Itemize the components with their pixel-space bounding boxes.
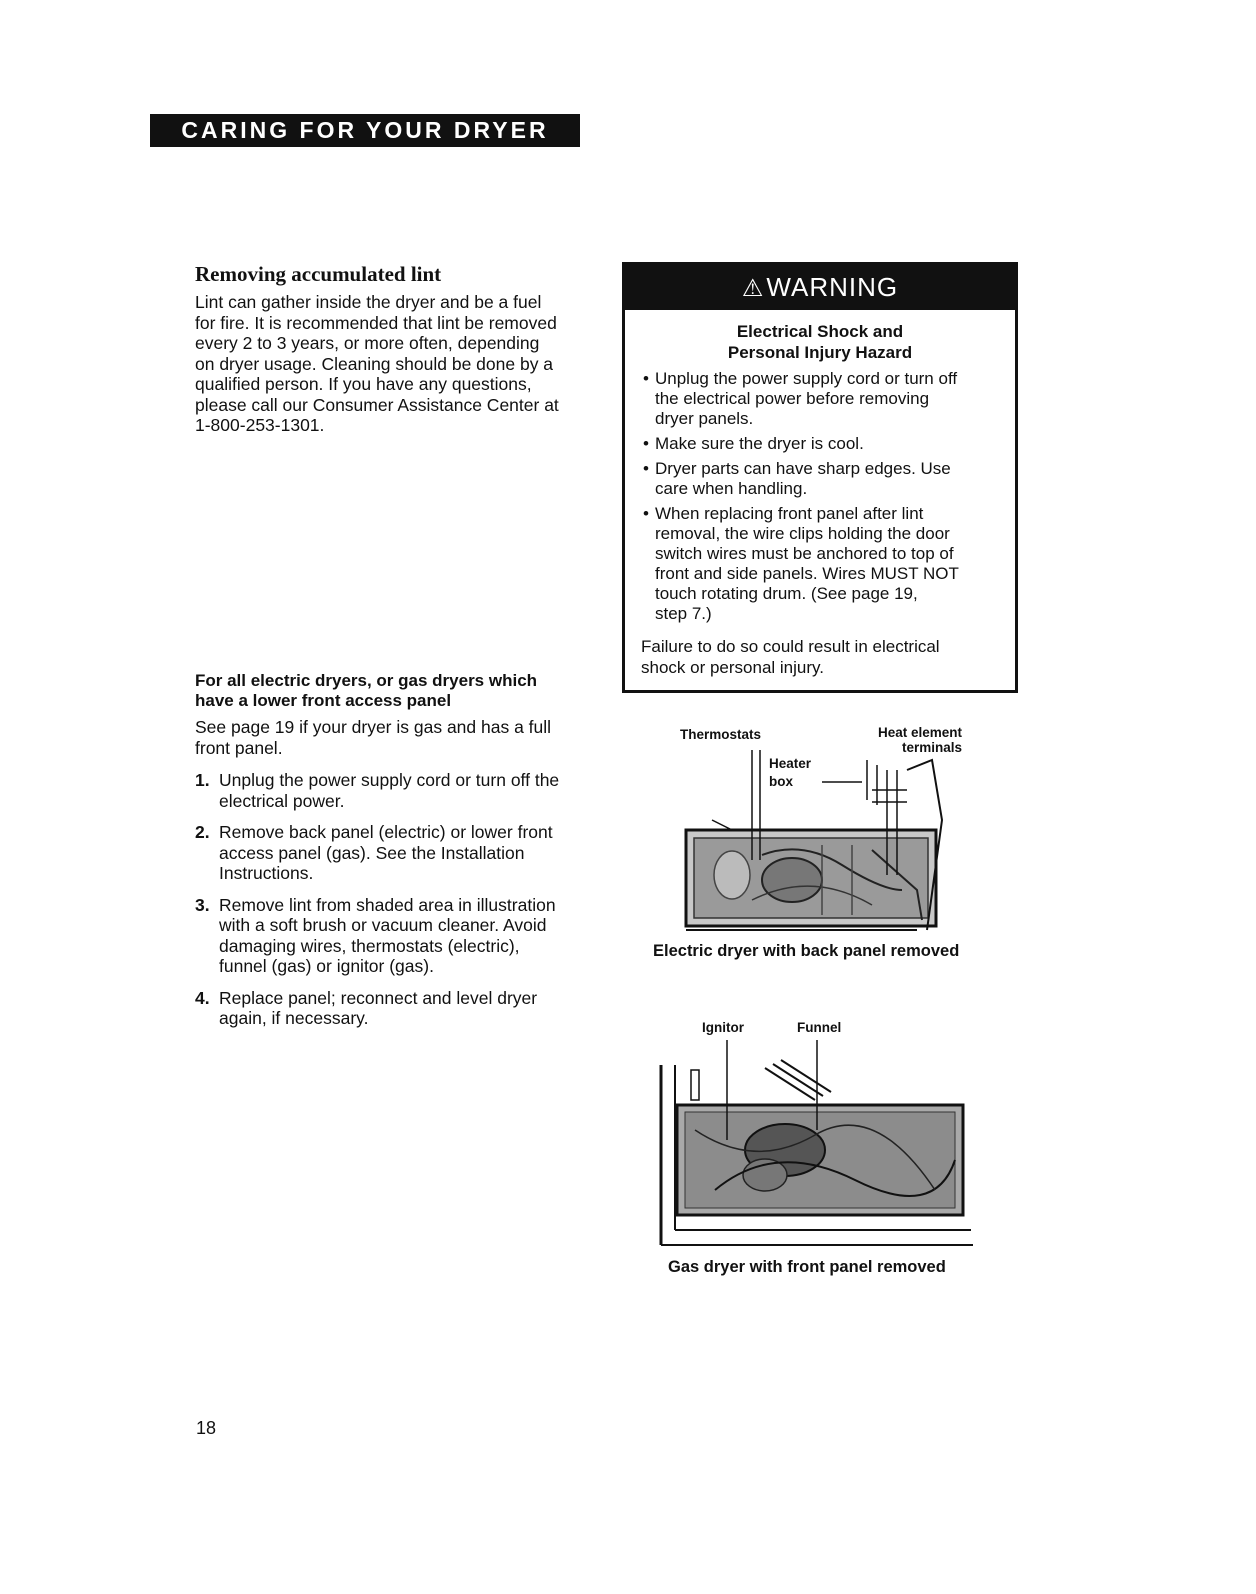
page-number: 18 xyxy=(196,1418,217,1438)
label-heater-box xyxy=(769,755,811,791)
text-line: every 2 to 3 years, or more often, depending xyxy=(195,333,540,353)
text-line: step 7.) xyxy=(655,604,712,623)
warning-consequence xyxy=(641,637,1001,678)
text-line: for fire. It is recommended that lint be removed xyxy=(195,312,557,333)
subsection-title xyxy=(195,671,595,711)
step-number: 1. xyxy=(195,770,210,790)
warning-box xyxy=(622,262,1018,693)
text-line: See page 19 if your dryer is gas and has a full xyxy=(195,717,552,737)
list-item xyxy=(641,504,1001,624)
text-line: the electrical power before removing xyxy=(655,389,930,408)
text-line: Failure to do so could result in electrical xyxy=(641,637,940,656)
text-line: again, if necessary. xyxy=(219,1008,369,1028)
text-line: funnel (gas) or ignitor (gas). xyxy=(219,956,434,976)
warning-list xyxy=(641,369,1001,629)
figure-caption: Gas dryer with front panel removed xyxy=(668,1258,946,1276)
text-line: Heat element xyxy=(877,725,962,740)
label-heat-element xyxy=(862,725,962,755)
text-line: removal, the wire clips holding the door xyxy=(655,524,950,543)
text-line: Remove lint from shaded area in illustration xyxy=(219,894,556,915)
text-line: • Dryer parts can have sharp edges. Use xyxy=(655,459,951,478)
step-number: 2. xyxy=(195,822,210,842)
text-line: shock or personal injury. xyxy=(641,657,824,677)
text-line: • Make sure the dryer is cool. xyxy=(655,434,864,453)
text-line: dryer panels. xyxy=(655,409,754,428)
list-item xyxy=(195,895,595,977)
steps-list xyxy=(195,770,595,1040)
text-line: damaging wires, thermostats (electric), xyxy=(219,935,520,956)
figure-caption: Electric dryer with back panel removed xyxy=(653,942,960,960)
text-line: box xyxy=(769,774,794,789)
text-line: touch rotating drum. (See page 19, xyxy=(655,584,918,603)
list-item xyxy=(641,459,1001,499)
text-line: please call our Consumer Assistance Center at xyxy=(195,394,559,415)
text-line: For all electric dryers, or gas dryers which xyxy=(195,671,538,690)
step-number: 4. xyxy=(195,987,210,1008)
label-funnel: Funnel xyxy=(797,1020,842,1035)
warning-header xyxy=(625,265,1015,310)
section-banner: CARING FOR YOUR DRYER xyxy=(150,114,580,147)
list-item xyxy=(195,988,595,1029)
label-ignitor: Ignitor xyxy=(702,1020,744,1035)
text-line: front and side panels. Wires MUST NOT xyxy=(655,564,959,583)
text-line: • When replacing front panel after lint xyxy=(655,504,924,523)
section-intro xyxy=(195,292,595,436)
text-line: terminals xyxy=(901,740,962,755)
list-item xyxy=(195,822,595,884)
text-line: Personal Injury Hazard xyxy=(727,343,913,362)
text-line: switch wires must be anchored to top of xyxy=(655,544,954,563)
step-number: 3. xyxy=(195,894,210,915)
text-line: Heater xyxy=(769,756,812,771)
gas-dryer-illustration xyxy=(655,1040,975,1250)
text-line: on dryer usage. Cleaning should be done by a xyxy=(195,353,554,374)
text-line: front panel. xyxy=(195,737,283,758)
text-line: Remove back panel (electric) or lower front xyxy=(219,822,553,842)
text-line: care when handling. xyxy=(655,479,808,498)
text-line: with a soft brush or vacuum cleaner. Avoid xyxy=(219,915,547,935)
text-line: qualified person. If you have any questions, xyxy=(195,374,532,394)
list-item xyxy=(195,770,595,811)
text-line: electrical power. xyxy=(219,790,345,811)
warning-title: WARNING xyxy=(766,272,899,302)
hazard-title xyxy=(625,321,1015,363)
text-line: • Unplug the power supply cord or turn off xyxy=(655,369,958,388)
label-thermostats: Thermostats xyxy=(680,727,762,742)
section-title: Removing accumulated lint xyxy=(195,262,442,286)
text-line: access panel (gas). See the Installation xyxy=(219,842,525,863)
text-line: Replace panel; reconnect and level dryer xyxy=(219,987,538,1008)
text-line: Electrical Shock and xyxy=(736,322,904,341)
electric-dryer-illustration xyxy=(672,740,972,935)
list-item xyxy=(641,434,1001,454)
warning-icon: ⚠ xyxy=(741,275,765,302)
text-line: Unplug the power supply cord or turn off the xyxy=(219,770,560,790)
list-item xyxy=(641,369,1001,429)
text-line: have a lower front access panel xyxy=(195,691,452,710)
text-line: Lint can gather inside the dryer and be a fuel xyxy=(195,292,542,312)
text-line: Instructions. xyxy=(219,863,314,883)
subsection-intro xyxy=(195,717,595,758)
phone-number: 1-800-253-1301. xyxy=(195,415,325,435)
